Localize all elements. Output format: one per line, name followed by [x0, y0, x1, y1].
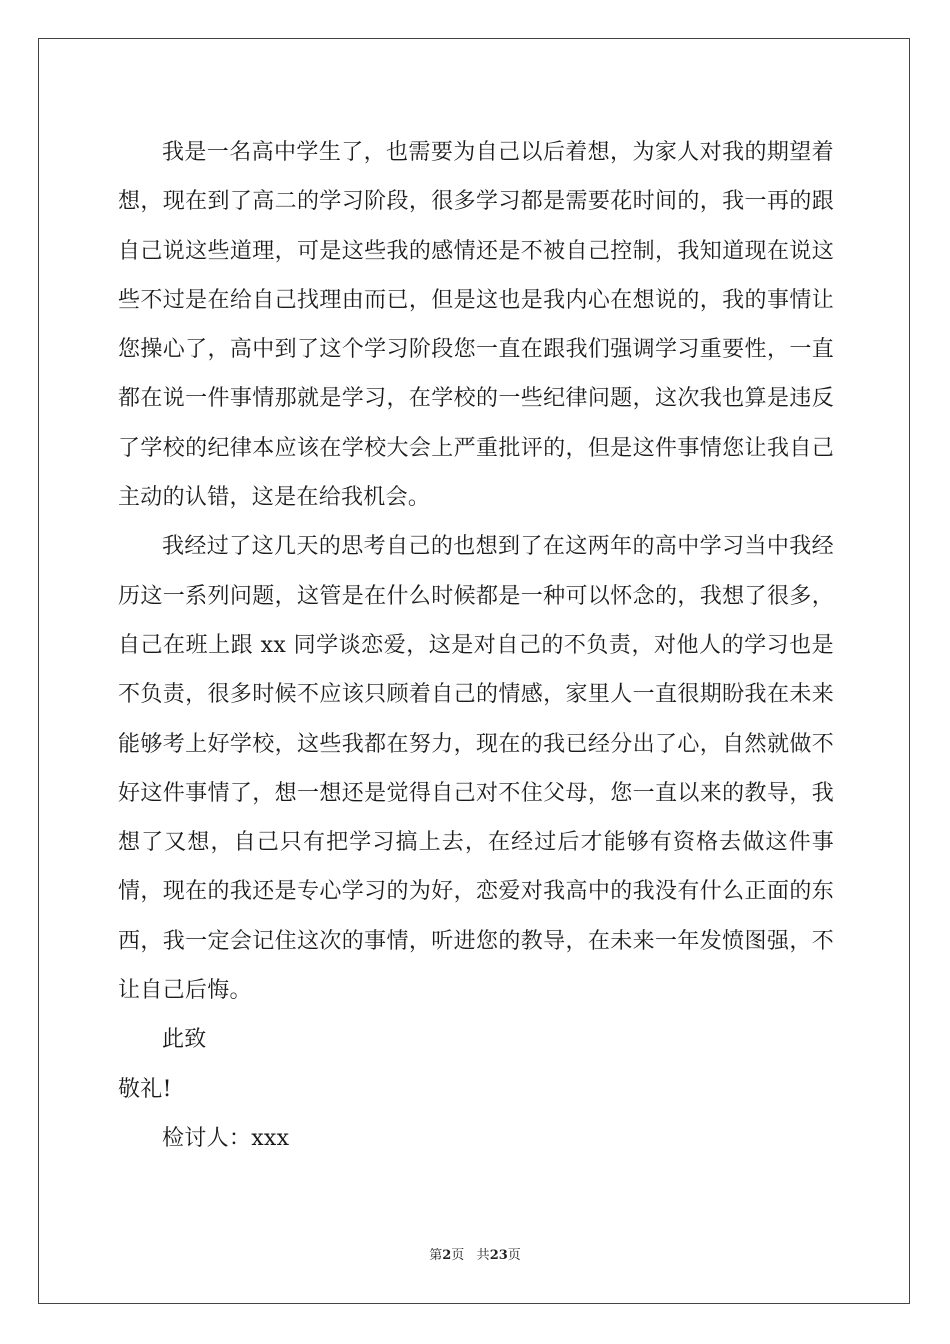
- paragraph-1: 我是一名高中学生了，也需要为自己以后着想，为家人对我的期望着想，现在到了高二的学习阶段，很多学习都是需要花时间的，我一再的跟自己说这些道理，可是这些我的感情还是不被自己控制，我知道现在说这些不过是在给自己找理由而已，但是这也是我内心在想说的，我的事情让您操心了，高中到了这个学习阶段您一直在跟我们强调学习重要性，一直都在说一件事情那就是学习，在学校的一些纪律问题，这次我也算是违反了学校的纪律本应该在学校大会上严重批评的，但是这件事情您让我自己主动的认错，这是在给我机会。: [118, 140, 834, 511]
- total-label-prefix: 共: [476, 1248, 490, 1263]
- total-label-suffix: 页: [507, 1248, 521, 1263]
- signature-line: 检讨人：xxx: [162, 1125, 290, 1151]
- closing-salutation: 此致: [162, 1027, 207, 1053]
- page-footer: [0, 1244, 950, 1263]
- closing-regards: 敬礼!: [118, 1076, 172, 1102]
- paragraph-2: 我经过了这几天的思考自己的也想到了在这两年的高中学习当中我经历这一系列问题，这管是在什么时候都是一种可以怀念的，我想了很多，自己在班上跟 xx 同学谈恋爱，这是对自己的不负责，对他人的学习也是不负责，很多时候不应该只顾着自己的情感，家里人一直很期盼我在未来能够考上好学校，这些我都在努力，现在的我已经分出了心，自然就做不好这件事情了，想一想还是觉得自己对不住父母，您一直以来的教导，我想了又想，自己只有把学习搞上去，在经过后才能够有资格去做这件事情，现在的我还是专心学习的为好，恋爱对我高中的我没有什么正面的东西，我一定会记住这次的事情，听进您的教导，在未来一年发愤图强，不让自己后悔。: [118, 534, 834, 1004]
- total-pages: 23: [489, 1248, 508, 1263]
- document-body: [118, 128, 834, 1163]
- page-label-suffix: 页: [451, 1248, 465, 1263]
- page-number: 2: [442, 1248, 452, 1263]
- page-label-prefix: 第: [429, 1248, 443, 1263]
